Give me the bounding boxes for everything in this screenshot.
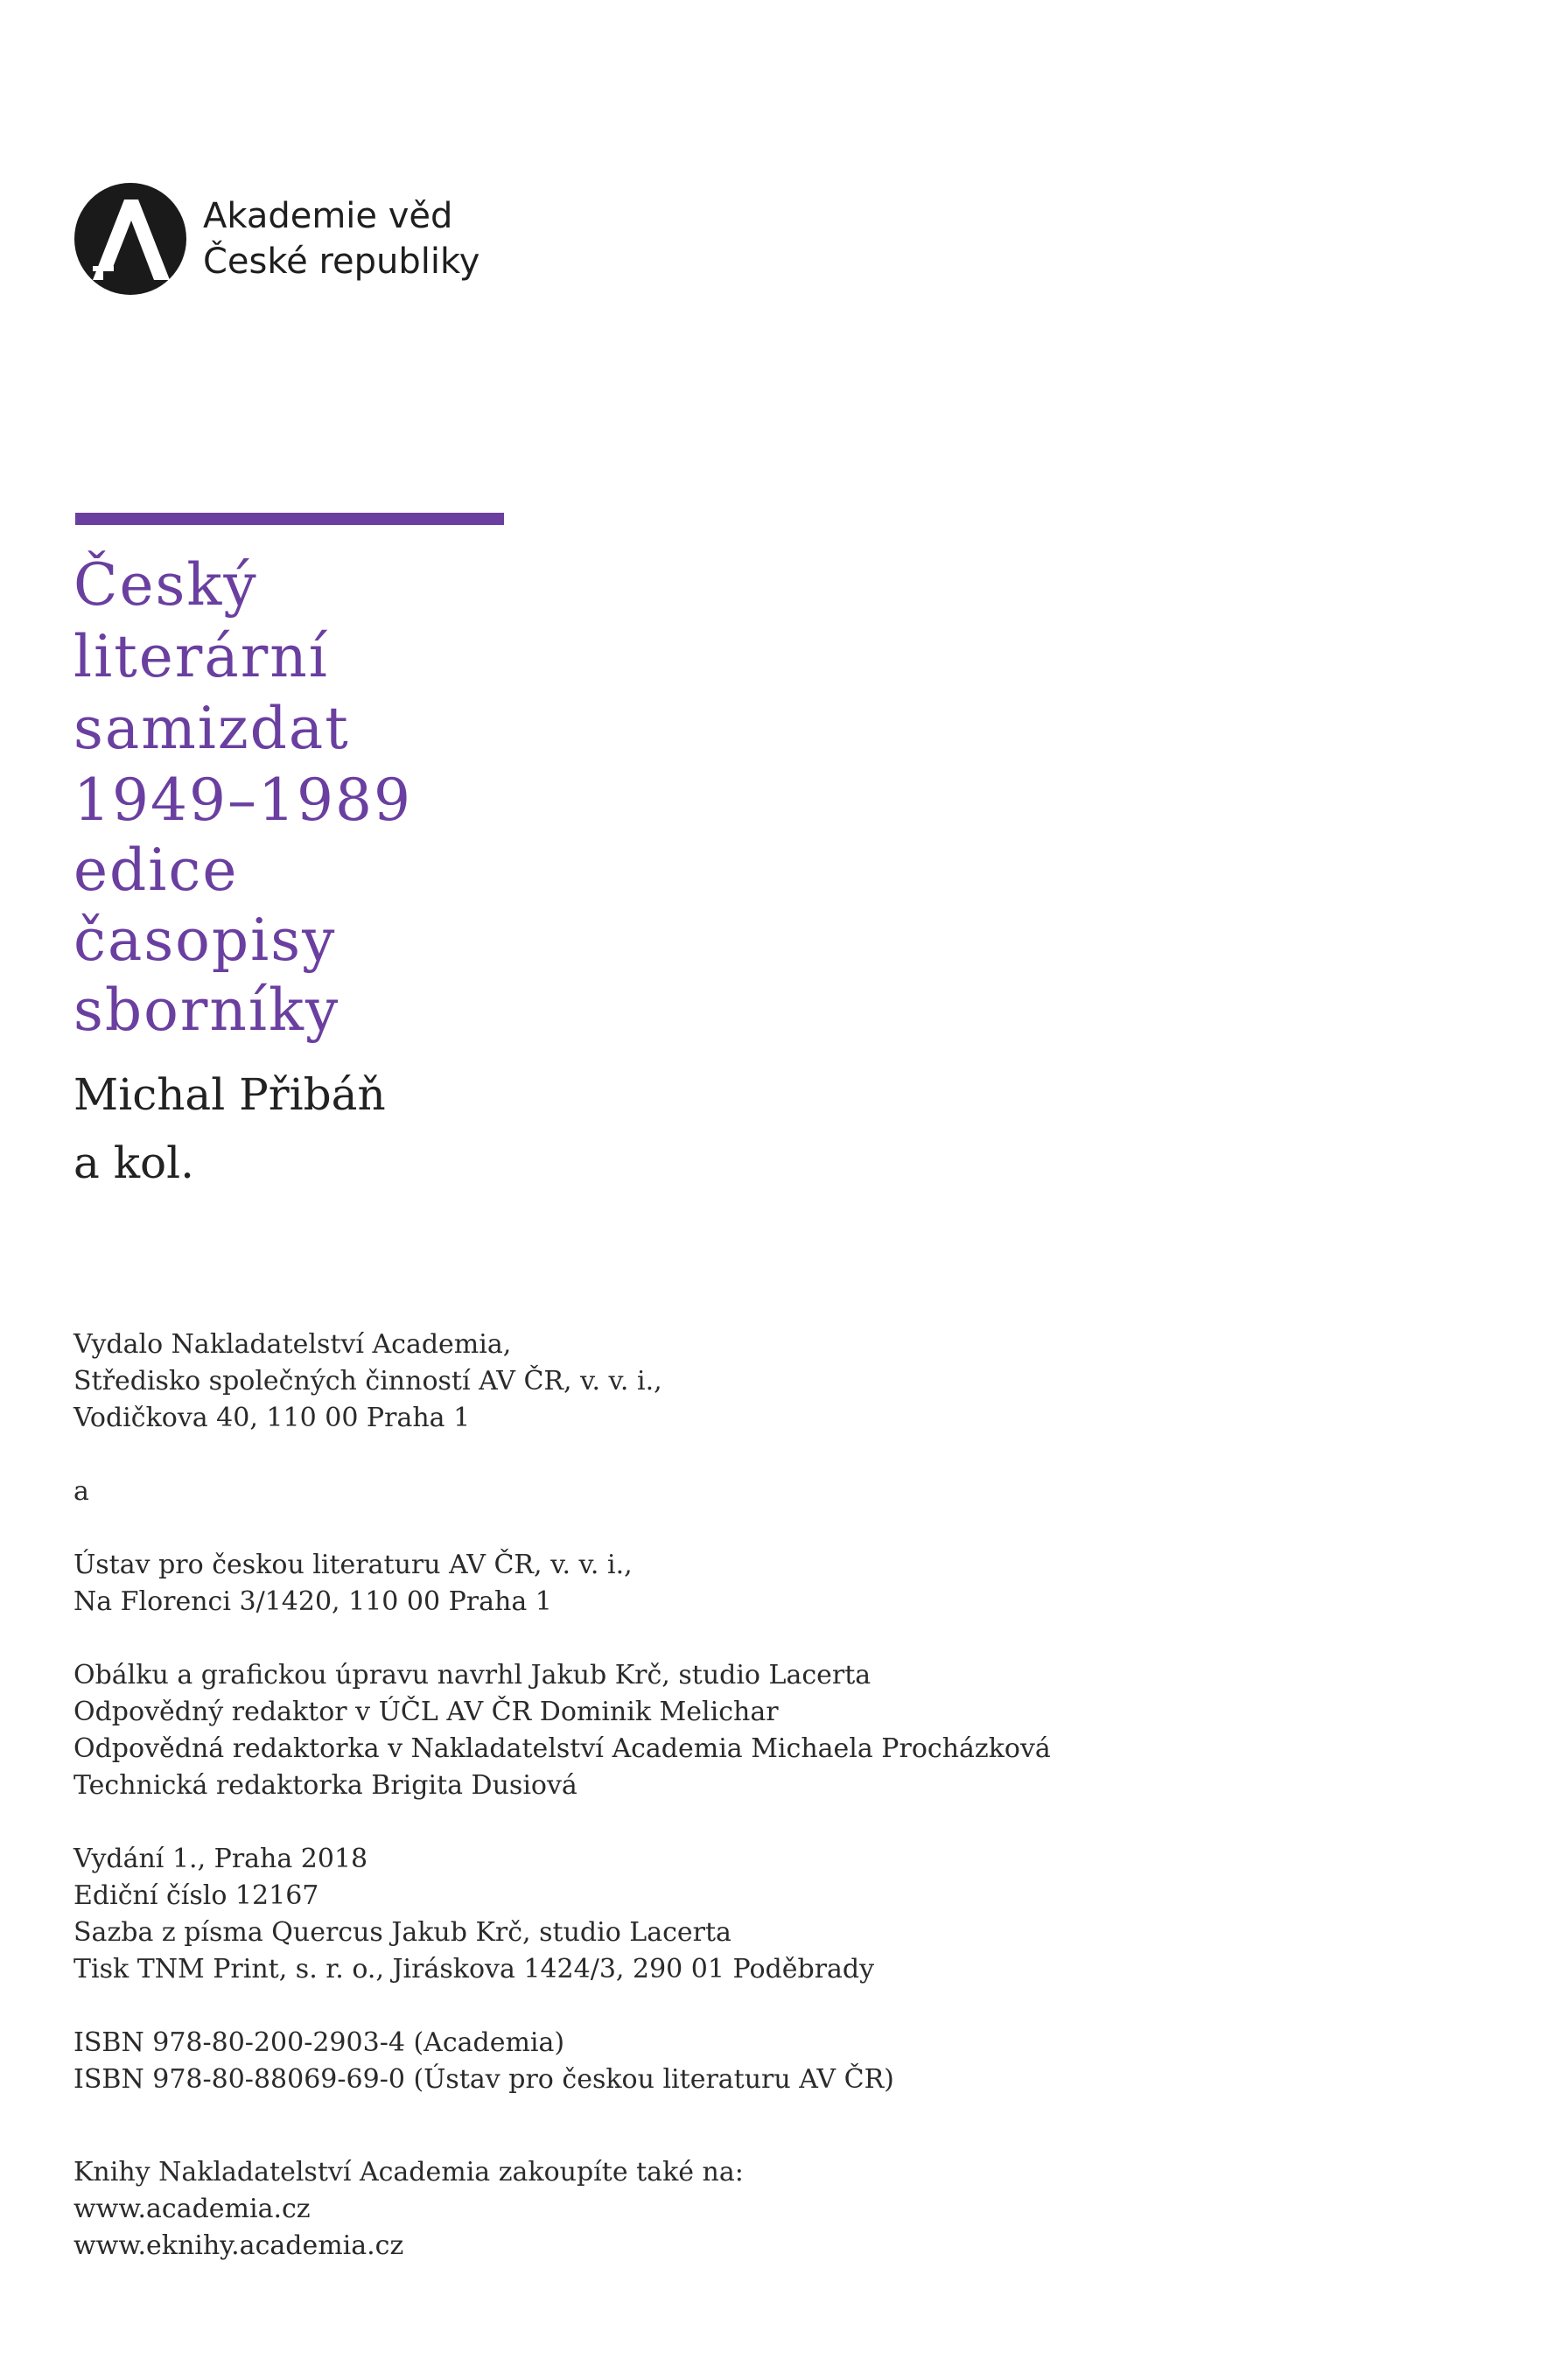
logo-line-2: České republiky	[203, 242, 480, 282]
edition-line: Vydání 1., Praha 2018	[74, 1844, 368, 1874]
isbn-line: ISBN 978-80-88069-69-0 (Ústav pro českou literaturu AV ČR)	[74, 2064, 894, 2095]
title-line: 1949–1989	[74, 766, 412, 834]
shop-block	[74, 2154, 1386, 2264]
isbn-line: ISBN 978-80-200-2903-4 (Academia)	[74, 2027, 565, 2058]
edition-line: Sazba z písma Quercus Jakub Krč, studio Lacerta	[74, 1917, 732, 1948]
title-line: samizdat	[74, 695, 350, 762]
publisher-line: Středisko společných činností AV ČR, v. v. i.,	[74, 1366, 662, 1396]
academy-a-logo-icon	[74, 182, 187, 296]
book-subtitle	[74, 836, 340, 1046]
shop-link-eknihy[interactable]: www.eknihy.academia.cz	[74, 2230, 404, 2261]
publisher-line: Vodičkova 40, 110 00 Praha 1	[74, 1403, 471, 1433]
edition-line: Tisk TNM Print, s. r. o., Jiráskova 1424/3, 290 01 Poděbrady	[74, 1954, 875, 1984]
publisher-line: Vydalo Nakladatelství Academia,	[74, 1329, 512, 1360]
logo-line-1: Akademie věd	[203, 196, 453, 236]
subtitle-line: časopisy	[74, 906, 337, 974]
institute-line: Ústav pro českou literaturu AV ČR, v. v. i.,	[74, 1550, 633, 1580]
book-title	[74, 550, 412, 836]
and-block	[74, 1474, 1386, 1510]
publisher-block	[74, 1326, 1386, 1437]
accent-bar	[75, 513, 504, 525]
institute-line: Na Florenci 3/1420, 110 00 Praha 1	[74, 1586, 552, 1617]
credits-block	[74, 1657, 1386, 1804]
book-author	[74, 1060, 386, 1197]
subtitle-line: sborníky	[74, 976, 340, 1044]
author-line: Michal Přibáň	[74, 1069, 386, 1120]
credits-line: Odpovědný redaktor v ÚČL AV ČR Dominik Melichar	[74, 1697, 779, 1727]
institute-block	[74, 1547, 1386, 1620]
subtitle-line: edice	[74, 836, 239, 904]
author-line: a kol.	[74, 1138, 194, 1188]
edition-block	[74, 1841, 1386, 1988]
title-line: Český	[74, 551, 258, 619]
shop-link-academia[interactable]: www.academia.cz	[74, 2194, 311, 2224]
academy-logo	[74, 182, 480, 296]
title-line: literární	[74, 623, 329, 690]
edition-line: Ediční číslo 12167	[74, 1880, 319, 1911]
colophon	[74, 1326, 1386, 2301]
credits-line: Odpovědná redaktorka v Nakladatelství Academia Michaela Procházková	[74, 1733, 1051, 1764]
logo-text	[203, 193, 480, 284]
and-text: a	[74, 1476, 89, 1507]
isbn-block	[74, 2025, 1386, 2098]
credits-line: Technická redaktorka Brigita Dusiová	[74, 1770, 578, 1801]
shop-line: Knihy Nakladatelství Academia zakoupíte také na:	[74, 2157, 744, 2188]
credits-line: Obálku a grafickou úpravu navrhl Jakub Krč, studio Lacerta	[74, 1660, 872, 1690]
